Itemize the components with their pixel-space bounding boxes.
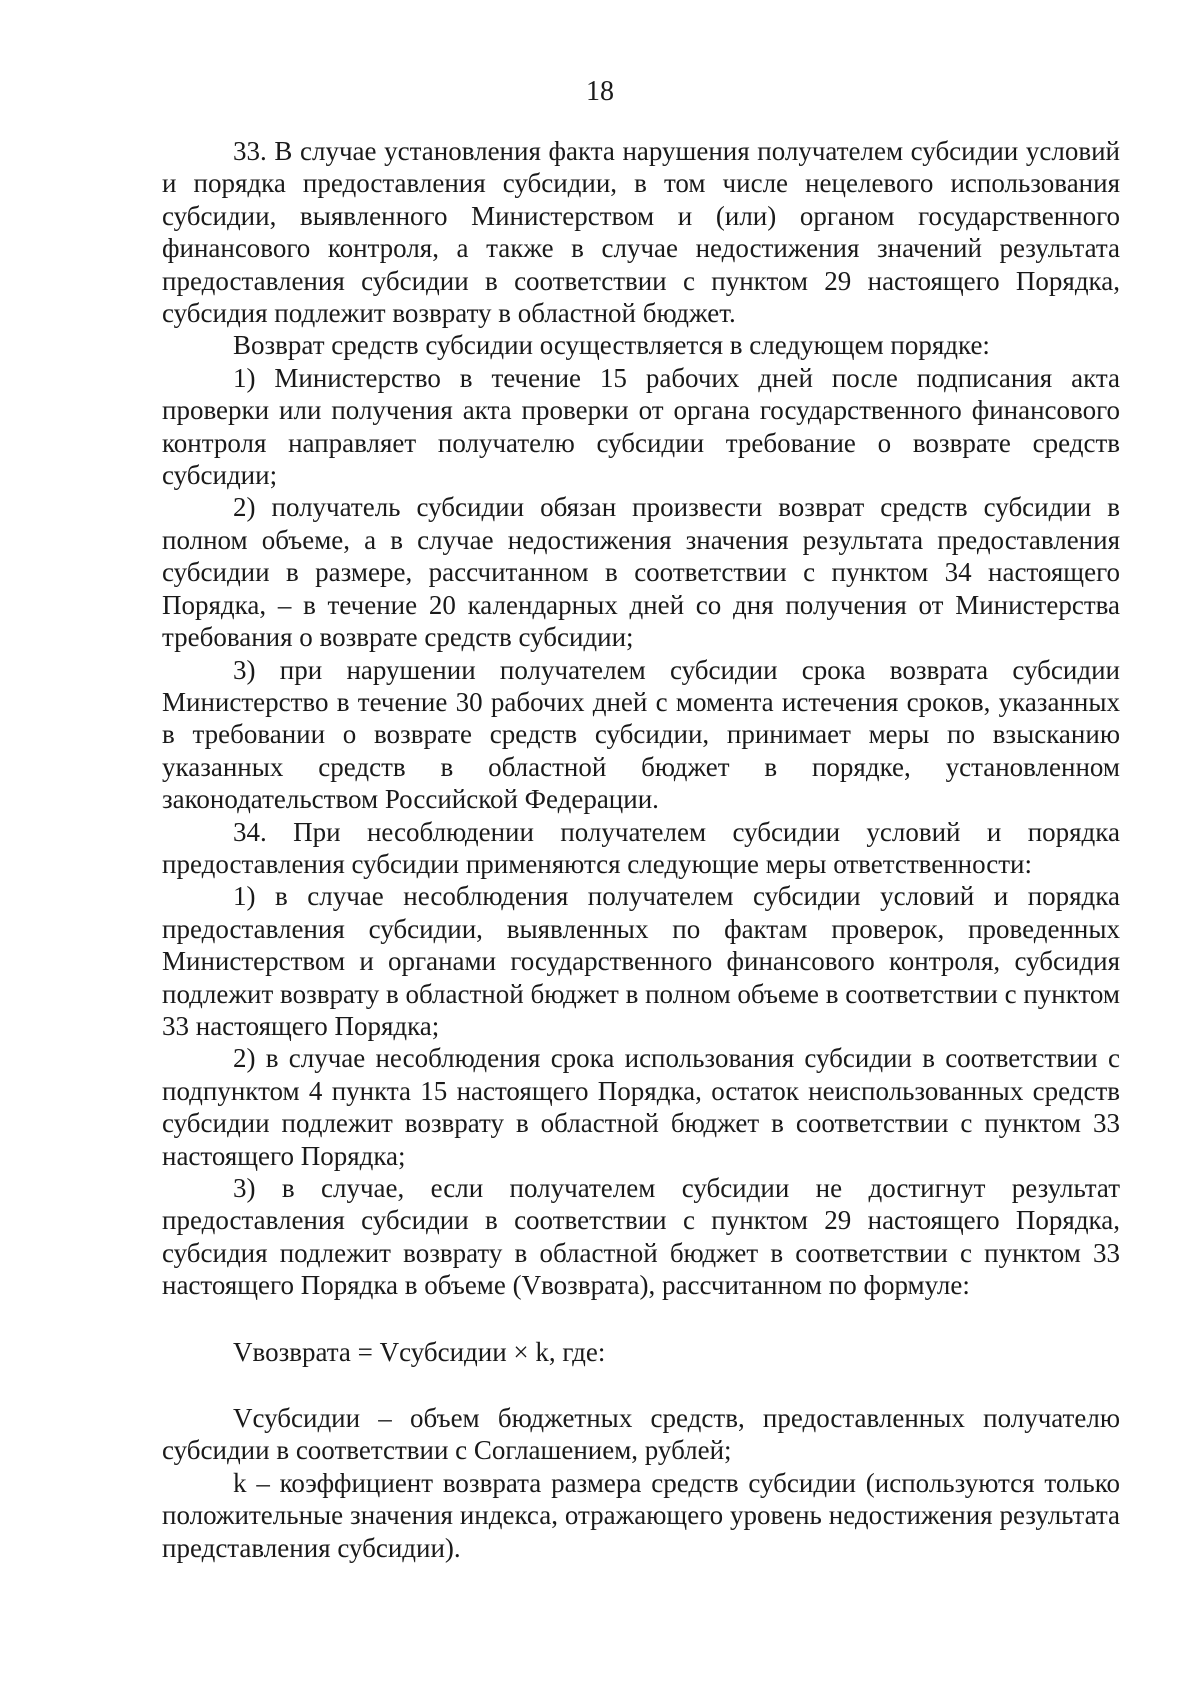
paragraph-33-item-2: 2) получатель субсидии обязан произвести возврат средств субсидии в полном объеме, а в случае недостижения значения результата предоставления субсидии в размере, рассчитанном в соответствии с пунктом 34 настоящего Порядка, – в течение 20 календарных дней со дня получения от Министерства требования о возврате средств субсидии; (162, 492, 1120, 653)
document-body (162, 135, 1120, 1564)
paragraph-34-item-3: 3) в случае, если получателем субсидии не достигнут результат предоставления субсидии в соответствии с пунктом 29 настоящего Порядка, субсидия подлежит возврату в областной бюджет в соответствии с пунктом 33 настоящего Порядка в объеме (Vвозврата), рассчитанном по формуле: (162, 1173, 1120, 1301)
paragraph-34-item-2: 2) в случае несоблюдения срока использования субсидии в соответствии с подпунктом 4 пункта 15 настоящего Порядка, остаток неиспользованных средств субсидии подлежит возврату в областной бюджет в соответствии с пунктом 33 настоящего Порядка; (162, 1043, 1120, 1171)
paragraph-33-item-1: 1) Министерство в течение 15 рабочих дней после подписания акта проверки или получения акта проверки от органа государственного финансового контроля направляет получателю субсидии требование о возврате средств субсидии; (162, 362, 1120, 491)
page-number: 18 (586, 76, 614, 107)
paragraph-33-item-3: 3) при нарушении получателем субсидии срока возврата субсидии Министерство в течение 30 рабочих дней с момента истечения сроков, указанных в требовании о возврате средств субсидии, принимает меры по взысканию указанных средств в областной бюджет в порядке, установленном законодательством Российской Федерации. (162, 654, 1120, 815)
paragraph-34-item-1: 1) в случае несоблюдения получателем субсидии условий и порядка предоставления субсидии, выявленных по фактам проверок, проведенных Министерством и органами государственного финансового контроля, субсидия подлежит возврату в областной бюджет в полном объеме в соответствии с пунктом 33 настоящего Порядка; (162, 881, 1120, 1041)
definition-k: k – коэффициент возврата размера средств субсидии (используются только положительные значения индекса, отражающего уровень недостижения результата представления субсидии). (162, 1467, 1120, 1563)
paragraph-34: 34. При несоблюдении получателем субсидии условий и порядка предоставления субсидии применяются следующие меры ответственности: (162, 816, 1120, 879)
paragraph-33-return-order: Возврат средств субсидии осуществляется в следующем порядке: (233, 330, 990, 361)
definition-v-subsidy: Vсубсидии – объем бюджетных средств, предоставленных получателю субсидии в соответствии с Соглашением, рублей; (162, 1403, 1120, 1466)
paragraph-33: 33. В случае установления факта нарушения получателем субсидии условий и порядка предоставления субсидии, в том числе нецелевого использования субсидии, выявленного Министерством и (или) органом государственного финансового контроля, а также в случае недостижения значений результата предоставления субсидии в соответствии с пунктом 29 настоящего Порядка, субсидия подлежит возврату в областной бюджет. (162, 136, 1120, 329)
return-formula: Vвозврата = Vсубсидии × k, где: (233, 1336, 606, 1367)
